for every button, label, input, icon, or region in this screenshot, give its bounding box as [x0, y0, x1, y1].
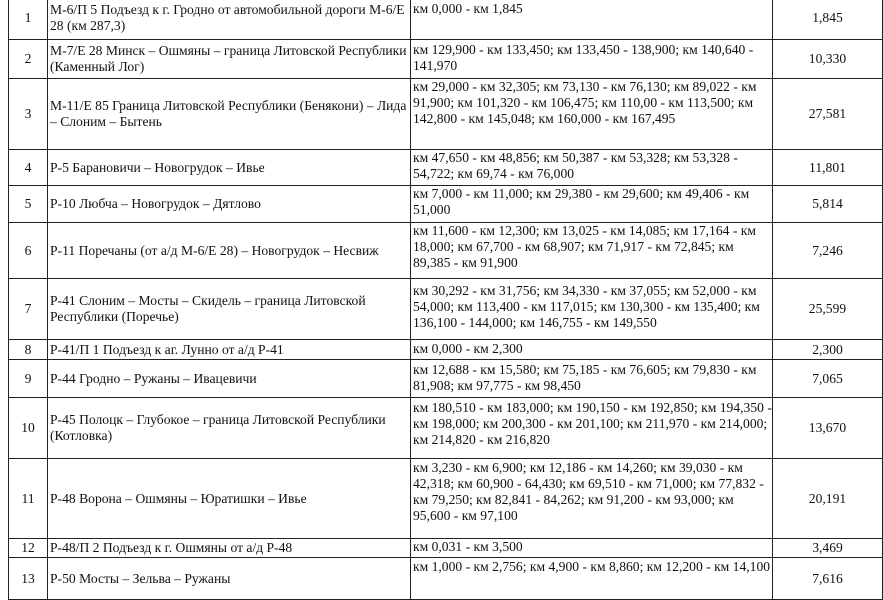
section-length: 7,246 — [773, 223, 883, 279]
row-number: 13 — [9, 558, 48, 600]
km-ranges-text: км 12,688 - км 15,580; км 75,185 - км 76,605; км 79,830 - км 81,908; км 97,775 - км 98,450 — [413, 362, 757, 393]
row-number: 1 — [9, 0, 48, 40]
section-length: 25,599 — [773, 279, 883, 340]
km-ranges-text: км 180,510 - км 183,000; км 190,150 - км 192,850; км 194,350 - км 198,000; км 200,300 - км 201,100; км 211,970 - км 214,000; км 214,820 - км 216,820 — [413, 400, 772, 447]
km-ranges — [411, 340, 773, 360]
km-ranges-text: км 29,000 - км 32,305; км 73,130 - км 76,130; км 89,022 - км 91,900; км 101,320 - км 106,475; км 110,00 - км 113,500; км 142,800 - км 145,048; км 160,000 - км 167,495 — [413, 79, 757, 126]
road-name: Р-5 Барановичи – Новогрудок – Ивье — [48, 150, 411, 186]
section-length: 5,814 — [773, 186, 883, 223]
section-length: 13,670 — [773, 398, 883, 459]
table-row — [9, 0, 883, 40]
section-length: 7,065 — [773, 360, 883, 398]
km-ranges-text: км 129,900 - км 133,450; км 133,450 - 138,900; км 140,640 - 141,970 — [413, 42, 754, 73]
table-row — [9, 459, 883, 539]
row-number: 6 — [9, 223, 48, 279]
km-ranges — [411, 79, 773, 150]
row-number: 4 — [9, 150, 48, 186]
section-length: 7,616 — [773, 558, 883, 600]
table-row — [9, 40, 883, 79]
km-ranges — [411, 186, 773, 223]
row-number: 2 — [9, 40, 48, 79]
section-length: 11,801 — [773, 150, 883, 186]
km-ranges-text: км 3,230 - км 6,900; км 12,186 - км 14,260; км 39,030 - км 42,318; км 60,900 - 64,430; км 69,510 - км 71,000; км 77,832 - км 79,250; км 82,841 - 84,262; км 91,200 - км 93,000; км 95,600 - км 97,100 — [413, 460, 764, 523]
row-number: 12 — [9, 539, 48, 558]
road-name: М-7/Е 28 Минск – Ошмяны – граница Литовской Республики (Каменный Лог) — [48, 40, 411, 79]
section-length: 20,191 — [773, 459, 883, 539]
table-row — [9, 398, 883, 459]
table-row — [9, 539, 883, 558]
road-name: Р-50 Мосты – Зельва – Ружаны — [48, 558, 411, 600]
table-row — [9, 279, 883, 340]
road-name: Р-10 Любча – Новогрудок – Дятлово — [48, 186, 411, 223]
section-length: 2,300 — [773, 340, 883, 360]
km-ranges — [411, 539, 773, 558]
km-ranges — [411, 279, 773, 340]
row-number: 8 — [9, 340, 48, 360]
km-ranges — [411, 398, 773, 459]
km-ranges — [411, 360, 773, 398]
table-row — [9, 150, 883, 186]
km-ranges — [411, 40, 773, 79]
roads-table — [8, 0, 883, 600]
road-name: Р-48 Ворона – Ошмяны – Юратишки – Ивье — [48, 459, 411, 539]
road-name: Р-41/П 1 Подъезд к аг. Лунно от а/д Р-41 — [48, 340, 411, 360]
table-row — [9, 186, 883, 223]
km-ranges-text: км 7,000 - км 11,000; км 29,380 - км 29,600; км 49,406 - км 51,000 — [413, 186, 750, 217]
table-row — [9, 360, 883, 398]
km-ranges-text: км 0,000 - км 2,300 — [413, 341, 523, 356]
road-name: Р-45 Полоцк – Глубокое – граница Литовской Республики (Котловка) — [48, 398, 411, 459]
km-ranges-text: км 47,650 - км 48,856; км 50,387 - км 53,328; км 53,328 - 54,722; км 69,74 - км 76,000 — [413, 150, 738, 181]
road-name: Р-44 Гродно – Ружаны – Ивацевичи — [48, 360, 411, 398]
row-number: 11 — [9, 459, 48, 539]
table-row — [9, 79, 883, 150]
km-ranges — [411, 558, 773, 600]
km-ranges — [411, 0, 773, 40]
row-number: 10 — [9, 398, 48, 459]
road-name: Р-11 Поречаны (от а/д М-6/Е 28) – Новогрудок – Несвиж — [48, 223, 411, 279]
row-number: 9 — [9, 360, 48, 398]
section-length: 27,581 — [773, 79, 883, 150]
road-name: Р-48/П 2 Подъезд к г. Ошмяны от а/д Р-48 — [48, 539, 411, 558]
road-name: Р-41 Слоним – Мосты – Скидель – граница Литовской Республики (Поречье) — [48, 279, 411, 340]
km-ranges-text: км 0,000 - км 1,845 — [413, 1, 523, 16]
section-length: 3,469 — [773, 539, 883, 558]
section-length: 1,845 — [773, 0, 883, 40]
table-row — [9, 223, 883, 279]
road-name: М-6/П 5 Подъезд к г. Гродно от автомобильной дороги М-6/Е 28 (км 287,3) — [48, 0, 411, 40]
row-number: 7 — [9, 279, 48, 340]
row-number: 3 — [9, 79, 48, 150]
table-row — [9, 340, 883, 360]
km-ranges — [411, 223, 773, 279]
km-ranges-text: км 1,000 - км 2,756; км 4,900 - км 8,860; км 12,200 - км 14,100 — [413, 559, 771, 574]
km-ranges-text: км 0,031 - км 3,500 — [413, 539, 523, 554]
km-ranges-text: км 11,600 - км 12,300; км 13,025 - км 14,085; км 17,164 - км 18,000; км 67,700 - км 68,907; км 71,917 - км 72,845; км 89,385 - км 91,900 — [413, 223, 756, 270]
table-row — [9, 558, 883, 600]
row-number: 5 — [9, 186, 48, 223]
km-ranges — [411, 150, 773, 186]
km-ranges — [411, 459, 773, 539]
section-length: 10,330 — [773, 40, 883, 79]
km-ranges-text: км 30,292 - км 31,756; км 34,330 - км 37,055; км 52,000 - км 54,000; км 113,400 - км 117,015; км 130,300 - км 135,400; км 136,100 - 144,000; км 146,755 - км 149,550 — [413, 283, 760, 330]
road-name: М-11/Е 85 Граница Литовской Республики (Бенякони) – Лида – Слоним – Бытень — [48, 79, 411, 150]
